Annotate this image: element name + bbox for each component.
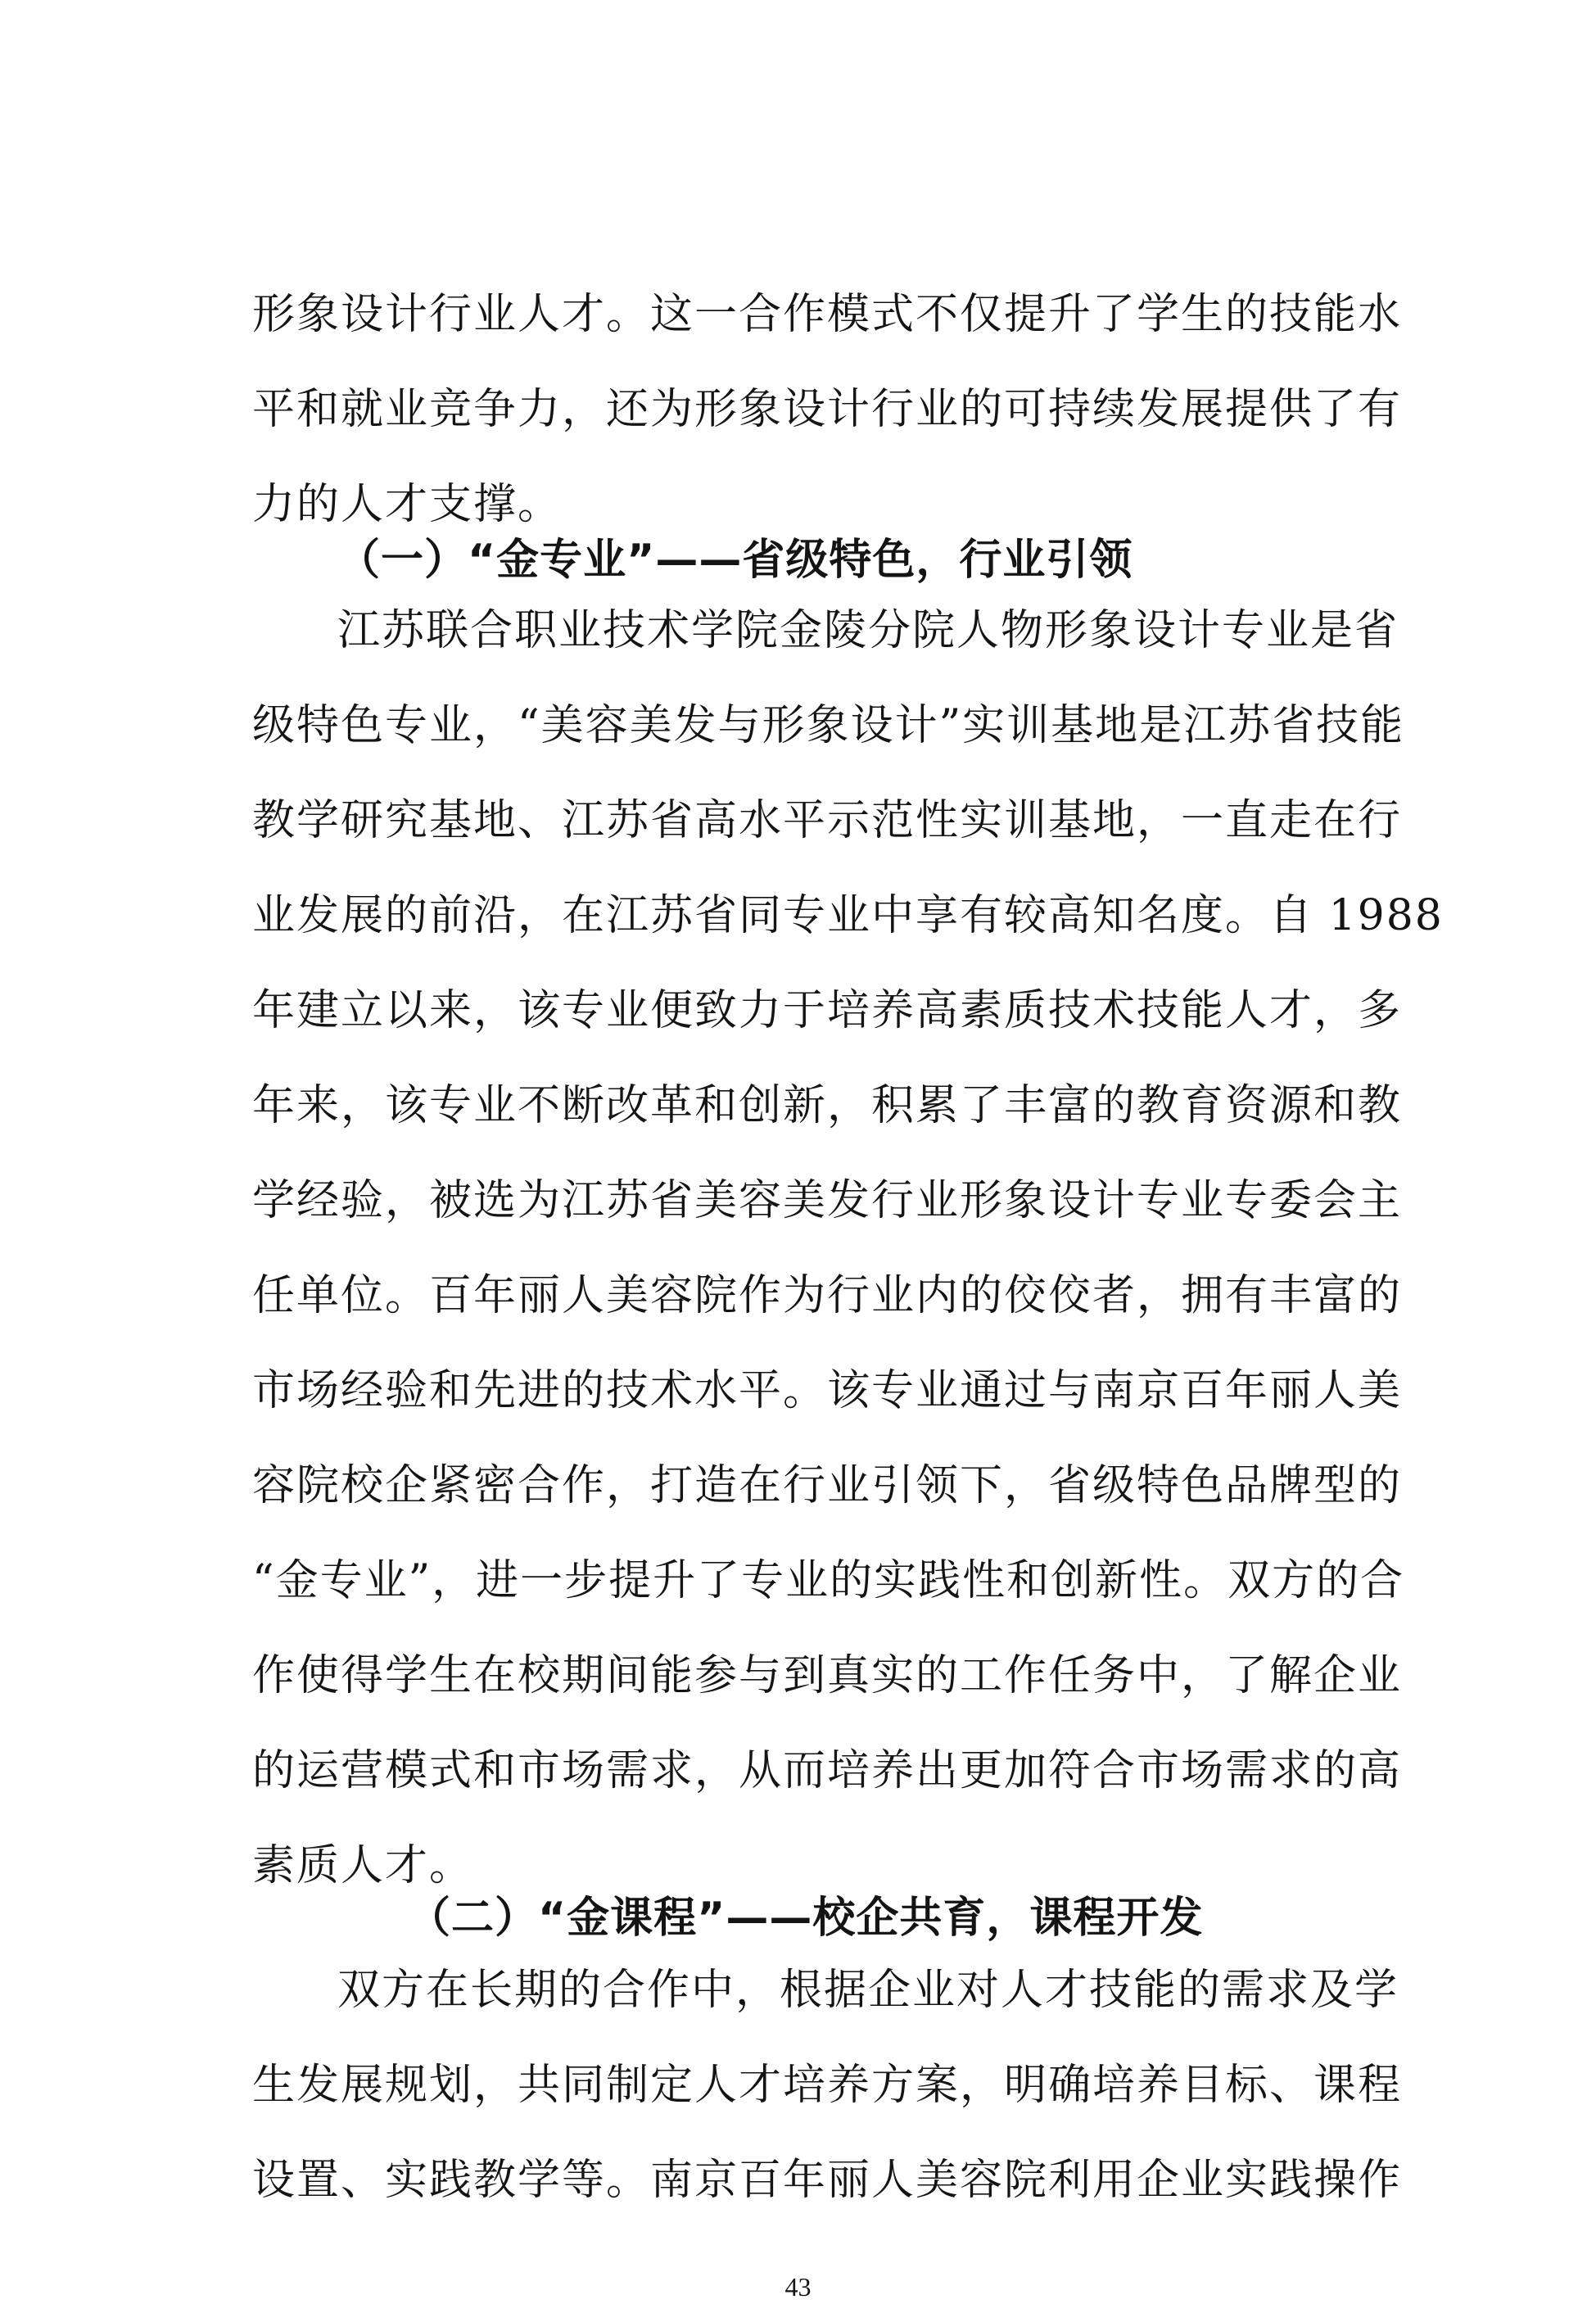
paragraph-1-line-2: 平和就业竞争力，还为形象设计行业的可持续发展提供了有 bbox=[252, 385, 1403, 434]
paragraph-2-line-14: 素质人才。 bbox=[252, 1841, 474, 1890]
paragraph-3-line-3: 设置、实践教学等。南京百年丽人美容院利用企业实践操作 bbox=[252, 2156, 1403, 2205]
paragraph-2-line-1: 江苏联合职业技术学院金陵分院人物形象设计专业是省 bbox=[337, 606, 1399, 655]
paragraph-2-line-5: 年建立以来，该专业便致力于培养高素质技术技能人才，多 bbox=[252, 986, 1403, 1035]
section-heading-1: （一）“金专业”——省级特色，行业引领 bbox=[337, 536, 1133, 585]
page-number: 43 bbox=[784, 2272, 812, 2302]
paragraph-3-line-1: 双方在长期的合作中，根据企业对人才技能的需求及学 bbox=[337, 1966, 1399, 2015]
paragraph-1-line-1: 形象设计行业人才。这一合作模式不仅提升了学生的技能水 bbox=[252, 290, 1403, 339]
paragraph-2-line-9: 市场经验和先进的技术水平。该专业通过与南京百年丽人美 bbox=[252, 1366, 1403, 1415]
paragraph-2-line-13: 的运营模式和市场需求，从而培养出更加符合市场需求的高 bbox=[252, 1746, 1403, 1795]
paragraph-2-line-7: 学经验，被选为江苏省美容美发行业形象设计专业专委会主 bbox=[252, 1176, 1403, 1225]
paragraph-2-line-8: 任单位。百年丽人美容院作为行业内的佼佼者，拥有丰富的 bbox=[252, 1271, 1403, 1320]
paragraph-2-line-10: 容院校企紧密合作，打造在行业引领下，省级特色品牌型的 bbox=[252, 1461, 1403, 1510]
paragraph-2-line-6: 年来，该专业不断改革和创新，积累了丰富的教育资源和教 bbox=[252, 1081, 1403, 1130]
paragraph-2-line-12: 作使得学生在校期间能参与到真实的工作任务中，了解企业 bbox=[252, 1651, 1403, 1700]
paragraph-3-line-2: 生发展规划，共同制定人才培养方案，明确培养目标、课程 bbox=[252, 2061, 1403, 2110]
paragraph-2-line-4: 业发展的前沿，在江苏省同专业中享有较高知名度。自 1988 bbox=[252, 891, 1444, 940]
paragraph-2-line-2: 级特色专业，“美容美发与形象设计”实训基地是江苏省技能 bbox=[252, 701, 1405, 750]
paragraph-1-line-3: 力的人才支撑。 bbox=[252, 480, 563, 529]
paragraph-2-line-11: “金专业”，进一步提升了专业的实践性和创新性。双方的合 bbox=[252, 1556, 1405, 1605]
section-heading-2: （二）“金课程”——校企共育，课程开发 bbox=[408, 1894, 1204, 1943]
paragraph-2-line-3: 教学研究基地、江苏省高水平示范性实训基地，一直走在行 bbox=[252, 796, 1403, 845]
